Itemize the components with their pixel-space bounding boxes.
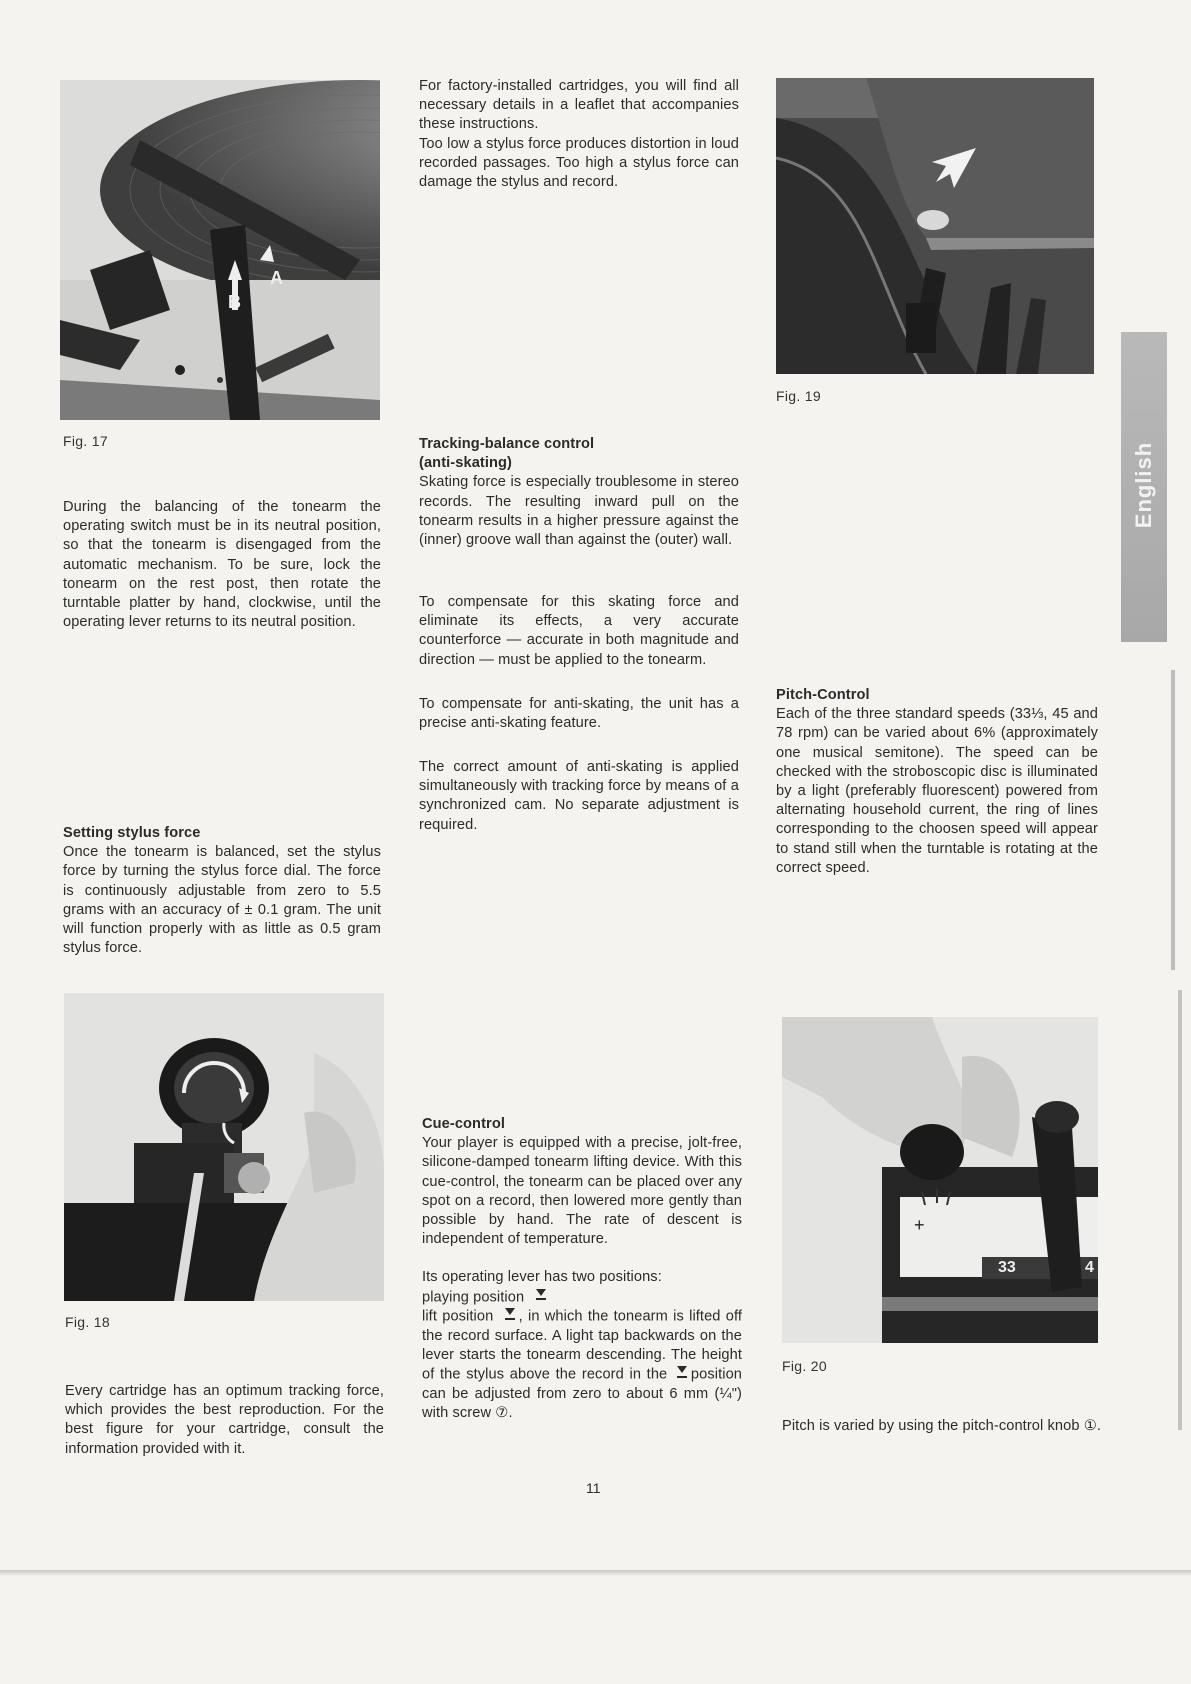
position-adjust-text: position can be adjusted from zero to about 6 mm (¼") with screw ⑦. [422,1366,743,1422]
fig19-caption: Fig. 19 [776,388,821,404]
pitch-control-heading: Pitch-Control [776,687,870,703]
right-edge-mark-lower [1178,990,1182,1430]
setting-stylus-force-section [63,824,381,958]
lift-position-line [422,1307,742,1423]
playing-position-label: playing position [422,1289,525,1306]
fig17-label-b: B [228,292,241,312]
lift-position-icon-inline [677,1365,687,1384]
stylus-force-heading: Setting stylus force [63,825,201,841]
lift-position-icon [505,1307,515,1326]
pitch-control-text: Each of the three standard speeds (33⅓, 45 and 78 rpm) can be varied about 6% (approximately one musical semitone). The speed can be checked with the stroboscopic disc is illuminated by a light (preferably fluorescent) powered from alternating household current, the ring of lines corresponding to the choosen speed will appear to stand still when the turntable is rotating at the correct speed. [776,706,1098,876]
antiskating-paragraph: To compensate for anti-skating, the unit has a precise anti-skating feature. [419,696,739,732]
factory-section [419,77,739,192]
stylus-force-text: Once the tonearm is balanced, set the stylus force by turning the stylus force dial. The force is continuously adjustable from zero to 5.5 grams with an accuracy of ± 0.1 gram. The unit will function properly with as little as 0.5 gram stylus force. [63,844,381,957]
fig20-plus-sign: + [914,1215,925,1235]
balancing-paragraph: During the balancing of the tonearm the operating switch must be in its neutral position, so that the tonearm is disengaged from the automatic mechanism. To be sure, lock the tonearm on the rest post, then rotate the turntable platter by hand, clockwise, until the operating lever returns to its neutral position. [63,499,381,631]
lever-intro: Its operating lever has two positions: [422,1269,662,1286]
tracking-text: Skating force is especially troublesome in stereo records. The resulting inward pull on the tonearm results in a higher pressure against the (inner) groove wall than against the (outer) wall. [419,474,739,549]
page-number: 11 [586,1480,601,1496]
fig18-photo [64,993,384,1301]
fig17-photo [60,80,380,420]
playing-position-line [422,1288,742,1308]
cue-control-text: Your player is equipped with a precise, jolt-free, silicone-damped tonearm lifting device. With this cue-control, the tonearm can be placed over any spot on a record, then lowered more gently than possible by hand. The rate of descent is independent of temperature. [422,1135,742,1248]
compensate-paragraph: To compensate for this skating force and eliminate its effects, a very accurate counterforce — accurate in both magnitude and direction — must be applied to the tonearm. [419,594,739,668]
tracking-heading-line1: Tracking-balance control [419,436,595,452]
page-bottom-edge [0,1570,1191,1576]
lift-position-text: , in which the tonearm is lifted off the record surface. A light tap backwards on the lever starts the tonearm descending. The height of the stylus above the record in the [422,1308,743,1383]
correct-amount-paragraph: The correct amount of anti-skating is applied simultaneously with tracking force by means of a synchronized cam. No separate adjustment is required. [419,759,739,833]
factory-paragraph-1: For factory-installed cartridges, you will find all necessary details in a leaflet that accompanies these instructions. [419,78,739,133]
cue-control-section [422,1115,742,1423]
fig18-caption: Fig. 18 [65,1314,110,1330]
fig17-caption: Fig. 17 [63,433,108,449]
cartridge-paragraph: Every cartridge has an optimum tracking force, which provides the best reproduction. For the best figure for your cartridge, consult the information provided with it. [65,1383,384,1457]
cue-control-heading: Cue-control [422,1116,505,1132]
language-side-tab [1121,332,1167,642]
tracking-balance-section [419,435,739,550]
tracking-heading-line2: (anti-skating) [419,455,513,472]
playing-position-icon [536,1288,546,1307]
fig20-photo [782,1017,1098,1343]
language-tab-label: English [1131,441,1156,529]
fig20-speed-label-partial: 4 [1085,1259,1094,1276]
fig20-speed-label: 33 [998,1259,1016,1276]
lift-position-label: lift position [422,1308,494,1325]
fig20-caption: Fig. 20 [782,1358,827,1374]
right-edge-mark [1171,670,1175,970]
factory-paragraph-2: Too low a stylus force produces distortion in loud recorded passages. Too high a stylus force can damage the stylus and record. [419,135,739,191]
fig19-photo [776,78,1094,374]
fig17-label-a: A [270,268,283,288]
pitch-control-section [776,686,1098,878]
pitch-knob-paragraph: Pitch is varied by using the pitch-control knob ①. [782,1418,1102,1434]
